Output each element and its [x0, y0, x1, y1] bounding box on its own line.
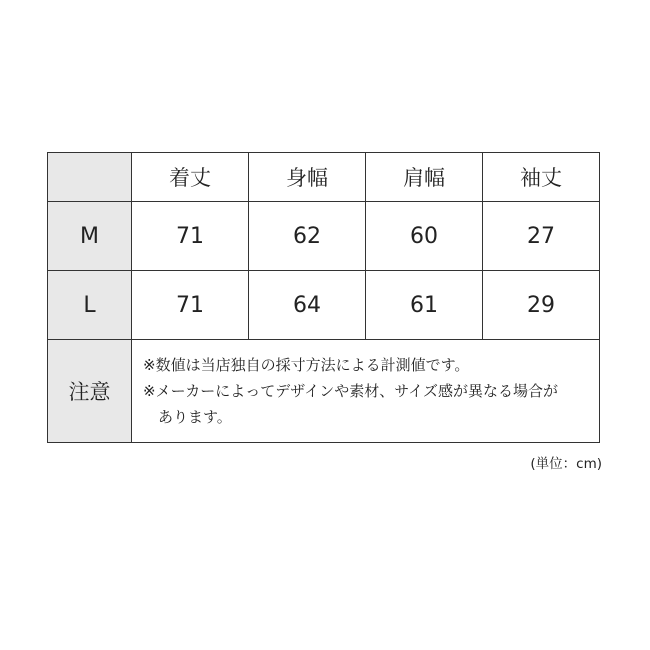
corner-cell	[48, 153, 132, 202]
table-row	[48, 202, 600, 271]
table-cell: 29	[483, 271, 600, 340]
table-cell: 71	[132, 271, 249, 340]
table-cell: 62	[249, 202, 366, 271]
size-label: L	[48, 271, 132, 340]
column-header-sleeve: 袖丈	[483, 153, 600, 202]
header-row	[48, 153, 600, 202]
table-cell: 71	[132, 202, 249, 271]
column-header-shoulder: 肩幅	[366, 153, 483, 202]
table-cell: 64	[249, 271, 366, 340]
table-cell: 27	[483, 202, 600, 271]
table-cell: 61	[366, 271, 483, 340]
size-label: M	[48, 202, 132, 271]
unit-note: (単位：cm)	[530, 456, 602, 472]
column-header-width: 身幅	[249, 153, 366, 202]
table-row	[48, 271, 600, 340]
note-line: ※数値は当店独自の採寸方法による計測値です。	[143, 356, 470, 374]
notes-row	[48, 340, 600, 443]
notes-label: 注意	[48, 340, 132, 443]
size-chart-table	[47, 152, 600, 443]
table-cell: 60	[366, 202, 483, 271]
note-line: あります。	[158, 408, 232, 426]
notes-text	[132, 340, 600, 443]
note-line: ※メーカーによってデザインや素材、サイズ感が異なる場合が	[143, 382, 559, 400]
column-header-length: 着丈	[132, 153, 249, 202]
